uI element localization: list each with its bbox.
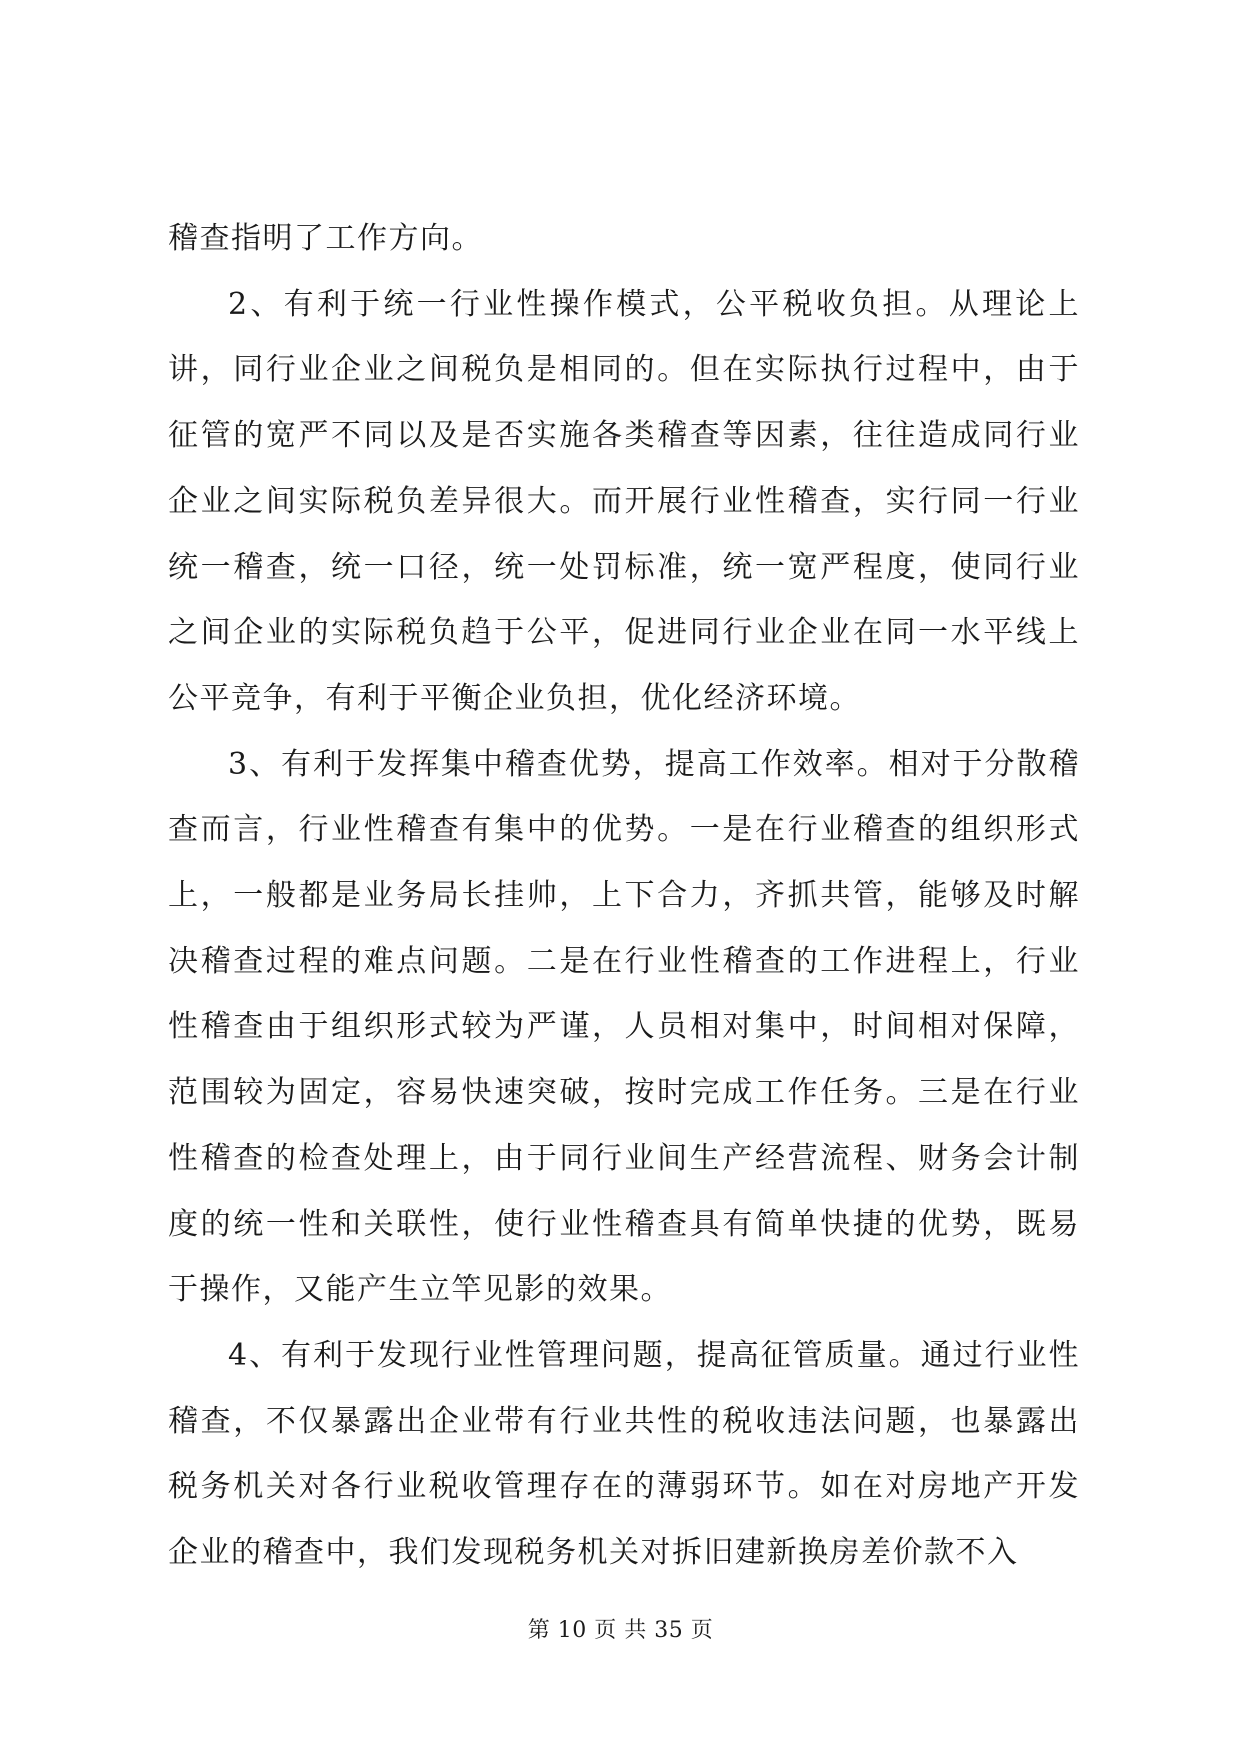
body-text [168, 206, 1080, 1586]
page-footer: 第 10 页 共 35 页 [527, 1618, 714, 1643]
paragraph-point-3: 3、有利于发挥集中稽查优势，提高工作效率。相对于分散稽查而言，行业性稽查有集中的优势。一是在行业稽查的组织形式上，一般都是业务局长挂帅，上下合力，齐抓共管，能够及时解决稽查过程的难点问题。二是在行业性稽查的工作进程上，行业性稽查由于组织形式较为严谨，人员相对集中，时间相对保障，范围较为固定，容易快速突破，按时完成工作任务。三是在行业性稽查的检查处理上，由于同行业间生产经营流程、财务会计制度的统一性和关联性，使行业性稽查具有简单快捷的优势，既易于操作，又能产生立竿见影的效果。 [168, 746, 1080, 1308]
paragraph-point-4: 4、有利于发现行业性管理问题，提高征管质量。通过行业性稽查，不仅暴露出企业带有行业共性的税收违法问题，也暴露出税务机关对各行业税收管理存在的薄弱环节。如在对房地产开发企业的稽查中，我们发现税务机关对拆旧建新换房差价款不入 [168, 1337, 1080, 1571]
paragraph-continuation: 稽查指明了工作方向。 [168, 221, 483, 256]
paragraph-point-2: 2、有利于统一行业性操作模式，公平税收负担。从理论上讲，同行业企业之间税负是相同的。但在实际执行过程中，由于征管的宽严不同以及是否实施各类稽查等因素，往往造成同行业企业之间实际税负差异很大。而开展行业性稽查，实行同一行业统一稽查，统一口径，统一处罚标准，统一宽严程度，使同行业之间企业的实际税负趋于公平，促进同行业企业在同一水平线上公平竞争，有利于平衡企业负担，优化经济环境。 [168, 286, 1080, 716]
